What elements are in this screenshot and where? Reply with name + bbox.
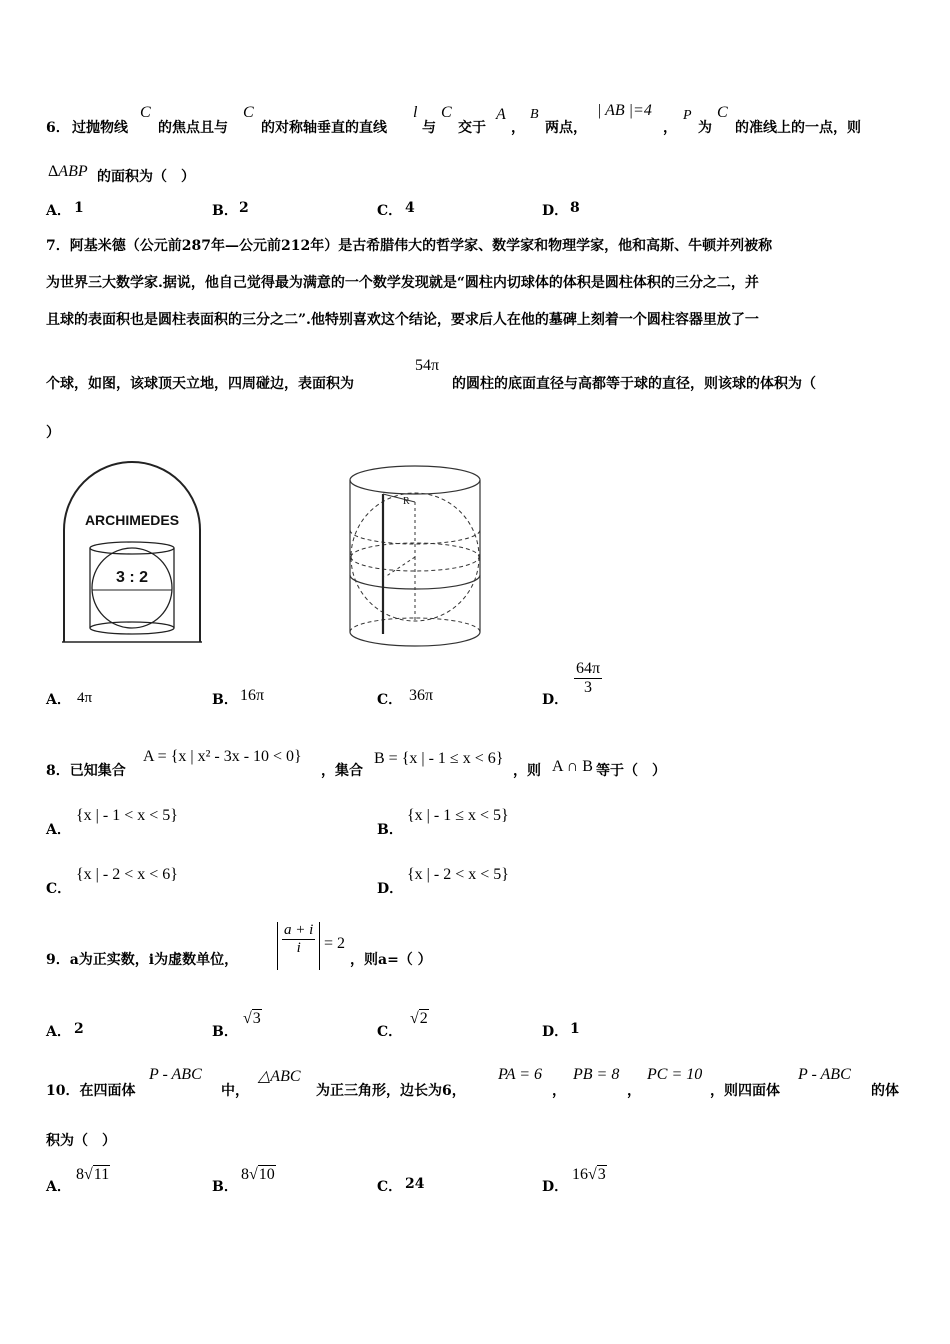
q6-math-p: P	[683, 108, 692, 123]
q10-option-b-coef: 8	[241, 1166, 249, 1183]
q10-tetrahedron: P - ABC	[149, 1066, 202, 1083]
q9-option-d-value: 1	[570, 1021, 580, 1037]
q6-text: 过抛物线	[72, 120, 128, 136]
q10-text: ，	[627, 1083, 641, 1099]
q6-math-a: A	[496, 106, 506, 123]
q6-text: 两点，	[545, 120, 587, 136]
q9-number: 9．a为正实数，i为虚数单位，	[46, 952, 239, 968]
q10-option-c-value: 24	[405, 1176, 425, 1192]
q9-option-a-value: 2	[74, 1021, 84, 1037]
q6-text: 与	[422, 120, 436, 136]
q6-text: 为	[698, 120, 712, 136]
q7-option-d-denominator: 3	[584, 679, 593, 696]
q10-option-a-coef: 8	[76, 1166, 84, 1183]
q7-option-a-label: A．	[46, 692, 71, 708]
q9-fraction	[282, 922, 315, 957]
q6-option-b-value: 2	[239, 200, 249, 216]
q10-option-a-label: A．	[46, 1179, 71, 1195]
q9-equals: = 2	[324, 935, 346, 952]
q10-pa: PA = 6	[498, 1066, 542, 1083]
q7-line3: 且球的表面积也是圆柱表面积的三分之二”.他特别喜欢这个结论，要求后人在他的墓碑上刻着一个圆柱容器里放了一	[46, 312, 759, 328]
q9-fraction-den: i	[296, 940, 301, 956]
q9-option-b-label: B．	[212, 1024, 238, 1040]
sphere-in-cylinder-figure	[345, 462, 485, 647]
q8-end2: 等于（ ）	[596, 763, 666, 779]
archimedes-tombstone-figure	[60, 460, 205, 646]
archimedes-title: ARCHIMEDES	[84, 512, 180, 528]
q6-text: 交于	[458, 120, 486, 136]
q9-option-c-sqrt: √2	[410, 1010, 428, 1027]
q6-text: 的焦点且与	[158, 120, 228, 136]
q7-option-b-label: B．	[212, 692, 238, 708]
q6-text: 的准线上的一点，则	[735, 120, 861, 136]
q6-text: ，	[511, 120, 525, 136]
q7-option-d-numerator: 64π	[576, 660, 601, 677]
q8-option-d-label: D．	[377, 881, 404, 897]
q7-line1: 7．阿基米德（公元前287年—公元前212年）是古希腊伟大的哲学家、数学家和物理学家，他和高斯、牛顿并列被称	[46, 238, 773, 254]
q10-option-d-label: D．	[542, 1179, 569, 1195]
q6-math-l: l	[413, 104, 418, 121]
q10-pb: PB = 8	[573, 1066, 620, 1083]
q6-triangle: ΔABP	[48, 163, 88, 180]
q7-option-b-value: 16π	[240, 687, 265, 704]
q10-text: ，则四面体	[710, 1083, 780, 1099]
archimedes-ratio: 3 : 2	[115, 569, 149, 586]
q6-option-c-value: 4	[405, 200, 415, 216]
q10-option-a-radicand: 11	[93, 1166, 110, 1183]
q10-option-d-value: 16√3	[572, 1166, 606, 1183]
q9-end: ，则a=（ ）	[350, 952, 432, 968]
q10-text: ，	[552, 1083, 566, 1099]
q10-option-d-coef: 16	[572, 1166, 588, 1183]
q8-end1: ，则	[513, 763, 541, 779]
q6-option-a-label: A．	[46, 203, 71, 219]
q9-abs-value	[277, 922, 320, 970]
q9-option-b-radicand: 3	[252, 1010, 261, 1027]
q10-option-b-label: B．	[212, 1179, 238, 1195]
q7-option-d-fraction	[574, 660, 602, 697]
q7-surface-area: 54π	[415, 357, 440, 374]
q8-option-a-label: A．	[46, 822, 71, 838]
q10-line2: 积为（ ）	[46, 1133, 116, 1149]
q10-triangle: △ABC	[258, 1068, 301, 1085]
radius-label: R	[403, 496, 410, 507]
q8-option-d-value: {x | - 2 < x < 5}	[407, 866, 509, 883]
q10-text: 的体	[871, 1083, 899, 1099]
q6-option-d-value: 8	[570, 200, 580, 216]
q8-option-b-value: {x | - 1 ≤ x < 5}	[407, 807, 509, 824]
q10-option-d-radicand: 3	[597, 1166, 606, 1183]
q9-option-a-label: A．	[46, 1024, 71, 1040]
q8-set-b: B = {x | - 1 ≤ x < 6}	[374, 750, 504, 767]
q6-math-c: C	[441, 104, 452, 121]
q8-set-a: A = {x | x² - 3x - 10 < 0}	[143, 748, 302, 765]
q10-text: 中，	[221, 1083, 249, 1099]
q9-option-c-label: C．	[377, 1024, 403, 1040]
q6-line2: 的面积为（ ）	[97, 169, 195, 185]
q10-option-c-label: C．	[377, 1179, 403, 1195]
q6-math-ab: | AB |=4	[597, 102, 652, 119]
q6-math-c: C	[243, 104, 254, 121]
q8-option-c-value: {x | - 2 < x < 6}	[76, 866, 178, 883]
q7-line4a: 个球，如图，该球顶天立地，四周碰边，表面积为	[46, 376, 354, 392]
q10-text: 为正三角形，边长为6，	[316, 1083, 466, 1099]
q9-option-c-radicand: 2	[419, 1010, 428, 1027]
q10-number: 10．在四面体	[46, 1083, 136, 1099]
q8-option-b-label: B．	[377, 822, 403, 838]
q6-number: 6．	[46, 120, 70, 136]
q6-option-a-value: 1	[74, 200, 84, 216]
q7-line5: ）	[46, 425, 60, 441]
q7-option-c-label: C．	[377, 692, 403, 708]
q10-option-a-value: 8√11	[76, 1166, 110, 1183]
q8-intersection: A ∩ B	[552, 758, 593, 775]
q10-option-b-value: 8√10	[241, 1166, 275, 1183]
q6-text: ，	[663, 120, 677, 136]
q6-math-b: B	[530, 107, 539, 122]
q7-line4b: 的圆柱的底面直径与高都等于球的直径，则该球的体积为（	[452, 376, 816, 392]
q9-option-b-sqrt: √3	[243, 1010, 261, 1027]
q7-option-c-value: 36π	[409, 687, 434, 704]
q6-text: 的对称轴垂直的直线	[261, 120, 387, 136]
q6-option-c-label: C．	[377, 203, 403, 219]
q9-fraction-num: a + i	[284, 922, 314, 938]
q10-tetrahedron: P - ABC	[798, 1066, 851, 1083]
q10-pc: PC = 10	[647, 1066, 703, 1083]
q6-math-c: C	[717, 104, 728, 121]
q7-option-d-label: D．	[542, 692, 569, 708]
q6-option-b-label: B．	[212, 203, 238, 219]
q6-option-d-label: D．	[542, 203, 569, 219]
q8-option-a-value: {x | - 1 < x < 5}	[76, 807, 178, 824]
q7-line2: 为世界三大数学家.据说，他自己觉得最为满意的一个数学发现就是“圆柱内切球体的体积是圆柱体积的三分之二，并	[46, 275, 759, 291]
q10-option-b-radicand: 10	[258, 1166, 275, 1183]
q8-number: 8．已知集合	[46, 763, 126, 779]
q8-option-c-label: C．	[46, 881, 72, 897]
q7-option-a-value: 4π	[77, 690, 93, 706]
q8-mid: ，集合	[321, 763, 363, 779]
q6-math-c: C	[140, 104, 151, 121]
q9-option-d-label: D．	[542, 1024, 569, 1040]
